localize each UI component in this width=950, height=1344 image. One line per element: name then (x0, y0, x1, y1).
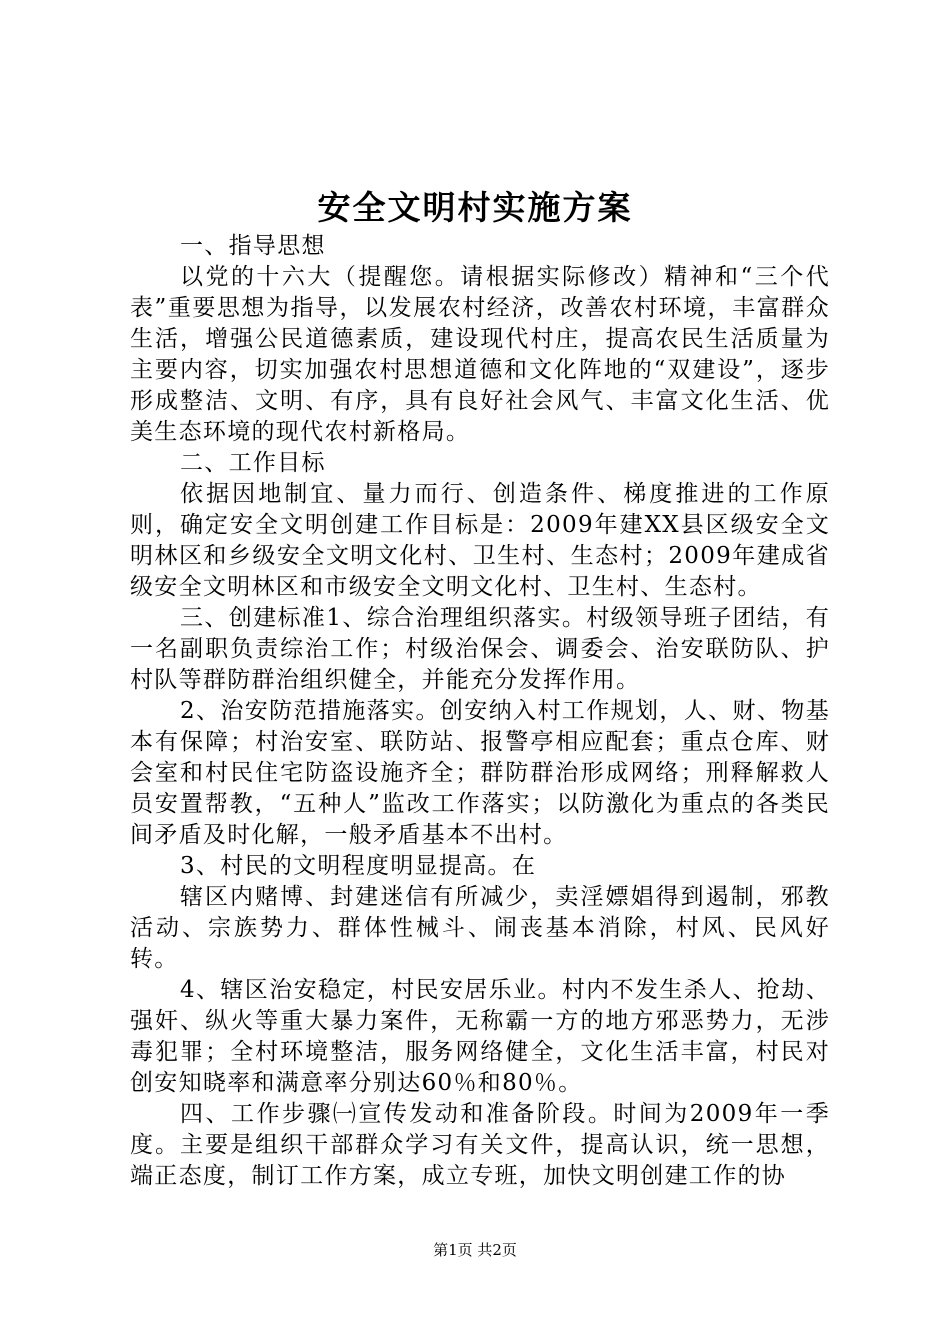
section-heading: 二、工作目标 (180, 450, 326, 476)
document-title: 安全文明村实施方案 (317, 188, 633, 227)
paragraph: 辖区内赌博、封建迷信有所减少，卖淫嫖娼得到遏制，邪教活动、宗族势力、群体性械斗、闹丧基本消除，村风、民风好转。 (130, 884, 830, 972)
paragraph: 依据因地制宜、量力而行、创造条件、梯度推进的工作原则，确定安全文明创建工作目标是：2009年建XX县区级安全文明林区和乡级安全文明文化村、卫生村、生态村；2009年建成省级安全文明林区和市级安全文明文化村、卫生村、生态村。 (130, 481, 830, 600)
document-body (130, 231, 830, 1192)
paragraph: 2、治安防范措施落实。创安纳入村工作规划，人、财、物基本有保障；村治安室、联防站、报警亭相应配套；重点仓库、财会室和村民住宅防盗设施齐全；群防群治形成网络；刑释解救人员安置帮教，“五种人”监改工作落实；以防激化为重点的各类民间矛盾及时化解，一般矛盾基本不出村。 (130, 698, 830, 848)
paragraph: 以党的十六大（提醒您。请根据实际修改）精神和“三个代表”重要思想为指导，以发展农村经济，改善农村环境，丰富群众生活，增强公民道德素质，建设现代村庄，提高农民生活质量为主要内容，切实加强农村思想道德和文化阵地的“双建设”，逐步形成整洁、文明、有序，具有良好社会风气、丰富文化生活、优美生态环境的现代农村新格局。 (130, 264, 830, 445)
paragraph: 3、村民的文明程度明显提高。在 (180, 853, 537, 879)
paragraph: 四、工作步骤㈠宣传发动和准备阶段。时间为2009年一季度。主要是组织干部群众学习有关文件，提高认识，统一思想，端正态度，制订工作方案，成立专班，加快文明创建工作的协 (130, 1101, 830, 1189)
paragraph: 4、辖区治安稳定，村民安居乐业。村内不发生杀人、抢劫、强奸、纵火等重大暴力案件，无称霸一方的地方邪恶势力，无涉毒犯罪；全村环境整洁，服务网络健全，文化生活丰富，村民对创安知晓率和满意率分别达60％和80％。 (130, 977, 830, 1096)
paragraph: 三、创建标准1、综合治理组织落实。村级领导班子团结，有一名副职负责综治工作；村级治保会、调委会、治安联防队、护村队等群防群治组织健全，并能充分发挥作用。 (130, 605, 830, 693)
section-heading: 一、指导思想 (180, 233, 326, 259)
page-number-footer: 第1页 共2页 (433, 1241, 517, 1259)
